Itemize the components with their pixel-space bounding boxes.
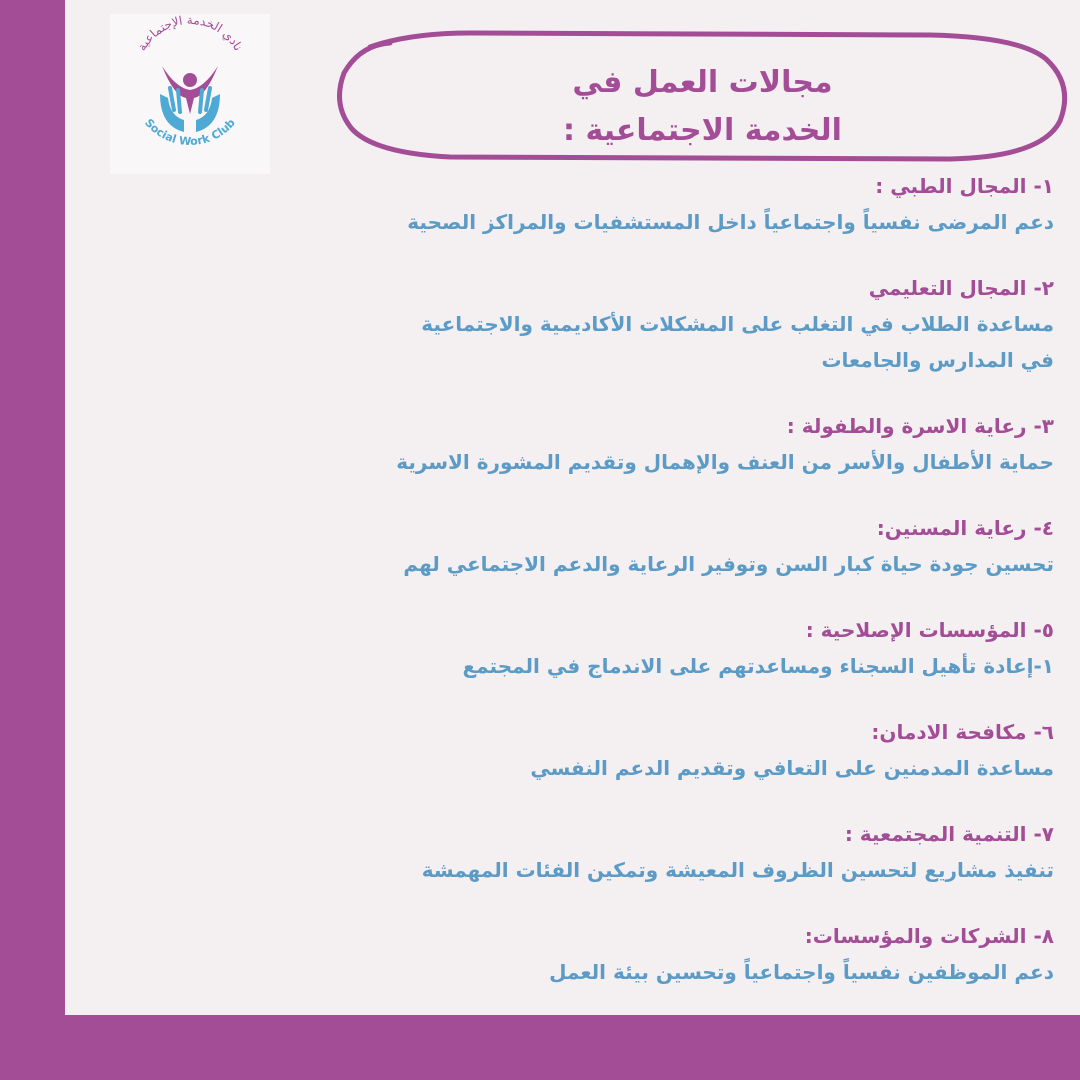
item-title: ٤- رعاية المسنين: [876,516,1054,540]
item-description: مساعدة الطلاب في التغلب على المشكلات الأكاديمية والاجتماعية في المدارس والجامعات [421,312,1054,372]
item-title: ٧- التنمية المجتمعية : [844,822,1054,846]
item-description: ١-إعادة تأهيل السجناء ومساعدتهم على الاندماج في المجتمع [462,654,1054,678]
item-description: مساعدة المدمنين على التعافي وتقديم الدعم النفسي [530,756,1054,780]
item-description: حماية الأطفال والأسر من العنف والإهمال وتقديم المشورة الاسرية [396,450,1054,474]
list-item [354,408,1054,480]
logo-arabic-text: نادي الخدمة الإجتماعية [134,14,246,54]
item-description: دعم المرضى نفسياً واجتماعياً داخل المستشفيات والمراكز الصحية [407,210,1054,234]
list-item [354,816,1054,888]
svg-text:Social Work Club [142,116,238,148]
title-frame [330,25,1075,165]
page-title-line-1: مجالات العمل في [572,65,833,100]
svg-text:نادي الخدمة الإجتماعية [135,14,246,53]
item-description: دعم الموظفين نفسياً واجتماعياً وتحسين بيئة العمل [549,960,1054,984]
page-title [330,59,1075,155]
list-item [354,612,1054,684]
list-item [354,918,1054,990]
item-description: تنفيذ مشاريع لتحسين الظروف المعيشة وتمكين الفئات المهمشة [421,858,1054,882]
item-description: تحسين جودة حياة كبار السن وتوفير الرعاية والدعم الاجتماعي لهم [403,552,1054,576]
social-work-club-logo [110,14,270,174]
list-item [354,714,1054,786]
logo-emblem-icon [110,14,270,174]
item-title: ٨- الشركات والمؤسسات: [804,924,1054,948]
item-title: ١- المجال الطبي : [875,174,1054,198]
logo-english-text: Social Work Club [142,116,238,149]
item-title: ٦- مكافحة الادمان: [871,720,1054,744]
item-title: ٢- المجال التعليمي [868,276,1054,300]
item-title: ٥- المؤسسات الإصلاحية : [805,618,1054,642]
list-item [354,510,1054,582]
item-title: ٣- رعاية الاسرة والطفولة : [786,414,1054,438]
fields-list [354,168,1054,1020]
list-item [354,270,1054,378]
list-item [354,168,1054,240]
page-title-line-2: الخدمة الاجتماعية : [563,113,842,148]
